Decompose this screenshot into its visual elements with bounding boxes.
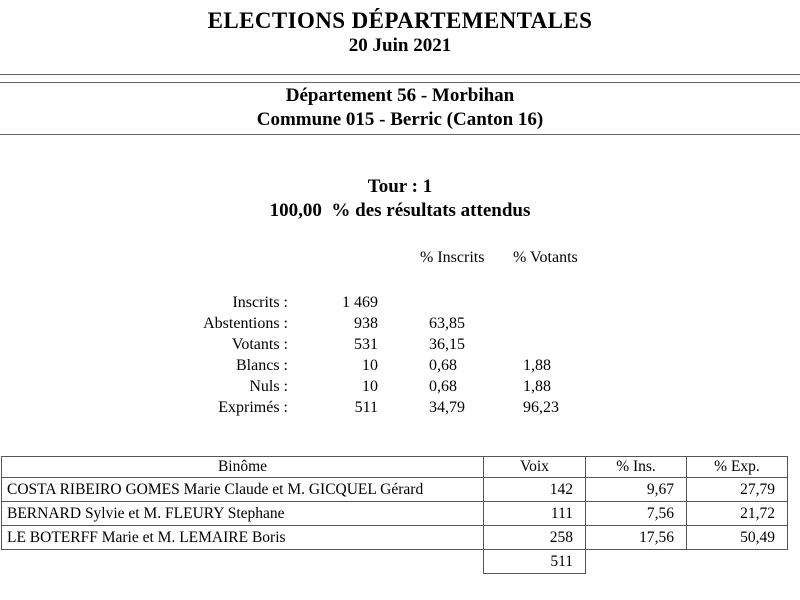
stat-label: Abstentions : [203, 315, 288, 332]
stat-label: Exprimés : [218, 399, 288, 416]
col-header-binome: Binôme [2, 457, 484, 478]
stat-pct-votants: 1,88 [523, 378, 551, 395]
pct-ins-cell: 17,56 [586, 526, 687, 550]
stat-row-votants [0, 334, 800, 355]
col-header-pct-ins: % Ins. [586, 457, 687, 478]
results-progress: 100,00 % des résultats attendus [269, 200, 531, 221]
stat-pct-inscrits: 0,68 [429, 357, 457, 374]
stat-label: Inscrits : [232, 294, 288, 311]
col-header-voix: Voix [484, 457, 586, 478]
commune-heading: Commune 015 - Berric (Canton 16) [256, 109, 544, 130]
binome-cell: COSTA RIBEIRO GOMES Marie Claude et M. GICQUEL Gérard [2, 478, 484, 502]
stat-pct-inscrits: 0,68 [429, 378, 457, 395]
stat-label: Nuls : [249, 378, 288, 395]
total-voix-cell: 511 [484, 550, 586, 574]
stat-pct-inscrits: 34,79 [429, 399, 465, 416]
pct-exp-cell: 50,49 [687, 526, 788, 550]
separator-rule [0, 74, 800, 75]
stat-value: 10 [362, 357, 378, 374]
stat-pct-inscrits: 63,85 [429, 315, 465, 332]
stats-header-row [0, 248, 800, 268]
stat-row-abstentions [0, 313, 800, 334]
total-row-spacer [586, 550, 687, 574]
stat-value: 938 [354, 315, 378, 332]
participation-stats [0, 248, 800, 418]
results-table [1, 456, 788, 574]
total-row-spacer [2, 550, 484, 574]
stats-gap [0, 268, 800, 292]
results-header-row [2, 457, 788, 478]
stat-row-exprimes [0, 397, 800, 418]
location-box [0, 82, 800, 135]
stat-row-nuls [0, 376, 800, 397]
tour-heading: Tour : 1 [367, 176, 433, 197]
stat-pct-inscrits: 36,15 [429, 336, 465, 353]
stat-value: 531 [354, 336, 378, 353]
voix-cell: 111 [484, 502, 586, 526]
stat-label: Blancs : [236, 357, 288, 374]
pct-exp-cell: 21,72 [687, 502, 788, 526]
stat-value: 511 [354, 399, 378, 416]
election-date: 20 Juin 2021 [348, 35, 452, 56]
round-section [0, 175, 800, 223]
total-row [2, 550, 788, 574]
page-title: ELECTIONS DÉPARTEMENTALES [207, 8, 593, 33]
binome-cell: LE BOTERFF Marie et M. LEMAIRE Boris [2, 526, 484, 550]
result-row [2, 478, 788, 502]
stat-pct-votants [513, 334, 673, 355]
stats-header-pct-inscrits: % Inscrits [420, 249, 485, 266]
stat-label: Votants : [231, 336, 288, 353]
col-header-pct-exp: % Exp. [687, 457, 788, 478]
stat-pct-votants: 1,88 [523, 357, 551, 374]
stat-row-inscrits [0, 292, 800, 313]
stat-row-blancs [0, 355, 800, 376]
voix-cell: 258 [484, 526, 586, 550]
stats-header-pct-votants: % Votants [513, 249, 578, 266]
pct-ins-cell: 7,56 [586, 502, 687, 526]
voix-cell: 142 [484, 478, 586, 502]
stat-pct-inscrits [388, 292, 513, 313]
stat-pct-votants: 96,23 [523, 399, 559, 416]
binome-cell: BERNARD Sylvie et M. FLEURY Stephane [2, 502, 484, 526]
stat-pct-votants [513, 292, 673, 313]
total-row-spacer [687, 550, 788, 574]
departement-heading: Département 56 - Morbihan [285, 85, 515, 106]
stat-pct-votants [513, 313, 673, 334]
stat-value: 10 [362, 378, 378, 395]
pct-exp-cell: 27,79 [687, 478, 788, 502]
pct-ins-cell: 9,67 [586, 478, 687, 502]
result-row [2, 526, 788, 550]
result-row [2, 502, 788, 526]
stat-value: 1 469 [342, 294, 378, 311]
